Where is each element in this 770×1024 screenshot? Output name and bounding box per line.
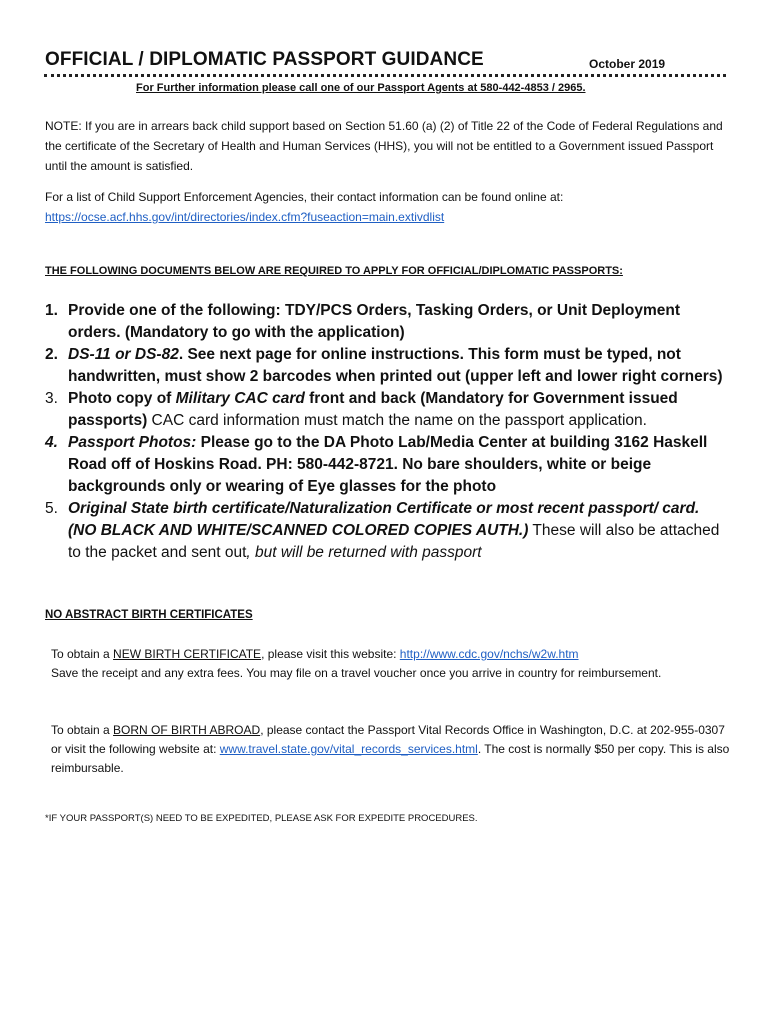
required-documents-list <box>45 300 725 564</box>
list-item <box>45 432 725 498</box>
item-number: 3. <box>45 390 58 407</box>
item-number: 2. <box>45 346 58 363</box>
requirements-heading: THE FOLLOWING DOCUMENTS BELOW ARE REQUIRED TO APPLY FOR OFFICIAL/DIPLOMATIC PASSPORTS: <box>45 265 623 277</box>
ocse-directory-link[interactable]: https://ocse.acf.hhs.gov/int/directories/index.cfm?fuseaction=main.extivdlist <box>45 210 445 224</box>
no-abstract-heading: NO ABSTRACT BIRTH CERTIFICATES <box>45 609 253 621</box>
born-abroad-paragraph <box>51 721 731 778</box>
agents-contact-line: For Further information please call one of our Passport Agents at 580-442-4853 / 2965. <box>136 82 586 94</box>
agencies-text: For a list of Child Support Enforcement Agencies, their contact information can be found online at: <box>45 190 564 204</box>
child-support-note: NOTE: If you are in arrears back child support based on Section 51.60 (a) (2) of Title 22 of the Code of Federal Regulations and the certificate of the Secretary of Health and Human Services (HHS), you will not be entitled to a Government issued Passport until the amount is satisfied. <box>45 119 723 173</box>
item-lead: Military CAC card <box>175 390 305 407</box>
item-plain: These will also be attached to the packet and sent out <box>68 522 720 561</box>
item-tail: , but will be returned with passport <box>246 544 482 561</box>
new-birth-mid: , please visit this website: <box>261 647 400 661</box>
item-text: Please go to the DA Photo Lab/Media Center at building 3162 Haskell Road off of Hoskins Road. PH: 580-442-8721. No bare shoulders, white or beige backgrounds only or wearing of Eye glasses for the photo <box>68 434 708 495</box>
new-birth-term: NEW BIRTH CERTIFICATE <box>113 647 262 661</box>
item-number: 1. <box>45 302 58 319</box>
item-lead: DS-11 or DS-82 <box>68 346 179 363</box>
born-abroad-pre: To obtain a <box>51 723 114 737</box>
item-lead: Passport Photos: <box>68 434 197 451</box>
item-number: 5. <box>45 500 58 517</box>
item-plain: CAC card information must match the name on the passport application. <box>147 412 647 429</box>
dotted-divider <box>44 74 726 77</box>
list-item <box>45 300 725 344</box>
born-abroad-term: BORN OF BIRTH ABROAD <box>113 723 261 737</box>
new-birth-pre: To obtain a <box>51 647 114 661</box>
new-birth-rest: Save the receipt and any extra fees. You may file on a travel voucher once you arrive in country for reimbursement. <box>51 666 662 680</box>
cdc-link[interactable]: http://www.cdc.gov/nchs/w2w.htm <box>399 647 579 661</box>
travel-state-link[interactable]: www.travel.state.gov/vital_records_services.html <box>219 742 478 756</box>
born-abroad-mid: , please contact the Passport Vital Records Office in Washington, D.C. at 202-955-0307 or visit the following website at: <box>51 723 725 756</box>
item-text: Provide one of the following: TDY/PCS Orders, Tasking Orders, or Unit Deployment orders. (Mandatory to go with the application) <box>68 302 681 341</box>
list-item <box>45 344 725 388</box>
list-item <box>45 498 725 564</box>
list-item <box>45 388 725 432</box>
new-birth-certificate-paragraph <box>51 645 731 683</box>
document-date: October 2019 <box>589 57 666 71</box>
agencies-paragraph <box>45 187 725 227</box>
item-lead: Original State birth certificate/Naturalization Certificate or most recent passport/ card. (NO BLACK AND WHITE/SCANNED COLORED COPIES AUTH.) <box>68 500 700 539</box>
item-text: . See next page for online instructions. This form must be typed, not handwritten, must show 2 barcodes when printed out (upper left and lower right corners) <box>68 346 723 385</box>
item-number: 4. <box>45 434 58 451</box>
page-title: OFFICIAL / DIPLOMATIC PASSPORT GUIDANCE <box>45 49 484 70</box>
expedite-note: *IF YOUR PASSPORT(S) NEED TO BE EXPEDITED, PLEASE ASK FOR EXPEDITE PROCEDURES. <box>45 813 478 824</box>
born-abroad-rest: . The cost is normally $50 per copy. This is also reimbursable. <box>51 742 730 775</box>
item-pre: Photo copy of <box>68 390 176 407</box>
item-text: front and back (Mandatory for Government issued passports) <box>68 390 678 429</box>
